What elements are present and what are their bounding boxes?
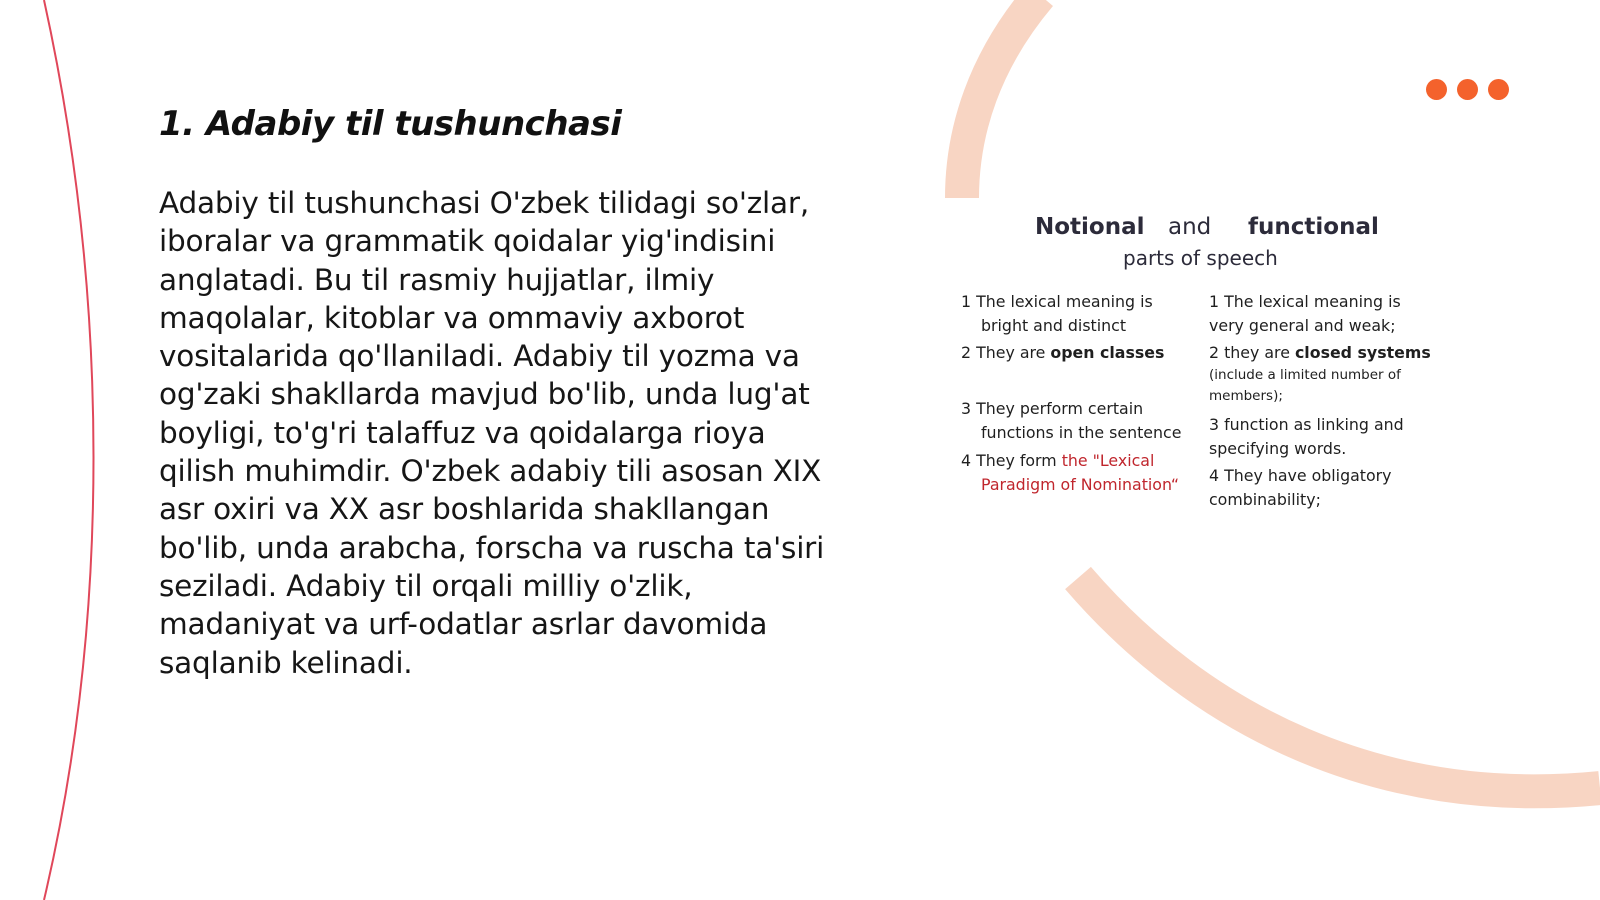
- heading-functional: functional: [1248, 214, 1379, 240]
- figure-heading: [955, 214, 1445, 244]
- notional-item-3-line-1: 3 They perform certain: [961, 399, 1144, 418]
- heading-and: and: [1168, 214, 1212, 240]
- functional-item-2: [1209, 341, 1431, 407]
- functional-item-3-line-1: 3 function as linking and: [1209, 415, 1404, 434]
- slide-title: 1. Adabiy til tushunchasi: [159, 104, 622, 144]
- functional-item-4: [1209, 464, 1391, 511]
- functional-item-3: [1209, 413, 1404, 460]
- lower-arc: [1078, 578, 1600, 791]
- notional-item-2-bold: open classes: [1050, 343, 1165, 362]
- notional-item-2: [961, 341, 1164, 365]
- functional-item-1-line-2: very general and weak;: [1209, 315, 1396, 335]
- functional-item-2-bold: closed systems: [1294, 343, 1431, 362]
- figure-subheading: parts of speech: [1123, 246, 1278, 270]
- functional-item-4-line-1: 4 They have obligatory: [1209, 466, 1392, 485]
- notional-item-1-line-1: 1 The lexical meaning is: [961, 292, 1153, 311]
- notional-item-3: [961, 397, 1181, 444]
- three-dots-decoration: [1426, 79, 1512, 101]
- slide-body-text: Adabiy til tushunchasi O'zbek tilidagi so'zlar, iboralar va grammatik qoidalar yig'indisini anglatadi. Bu til rasmiy hujjatlar, ilmiy maqolalar, kitoblar va ommaviy axborot vositalarida qo'llaniladi. Adabiy til yozma va og'zaki shakllarda mavjud bo'lib, unda lug'at boyligi, to'g'ri talaffuz va qoidalarga rioya qilish muhimdir. O'zbek adabiy tili asosan XIX asr oxiri va XX asr boshlarida shakllangan bo'lib, unda arabcha, forscha va ruscha ta'siri seziladi. Adabiy til orqali milliy o'zlik, madaniyat va urf-odatlar asrlar davomida saqlanib kelinadi.: [159, 186, 825, 680]
- notional-item-1-line-2: bright and distinct: [981, 315, 1127, 335]
- notional-item-1: [961, 290, 1153, 337]
- heading-notional: Notional: [1035, 214, 1145, 240]
- dot-icon: [1457, 79, 1478, 100]
- functional-item-2-prefix: 2 they are: [1209, 343, 1295, 362]
- functional-item-2-note-2: members);: [1209, 387, 1283, 404]
- dot-icon: [1426, 79, 1447, 100]
- notional-item-3-line-2: functions in the sentence: [981, 422, 1182, 442]
- notional-item-4-red-2: Paradigm of Nomination“: [981, 474, 1180, 494]
- notional-item-2-prefix: 2 They are: [961, 343, 1051, 362]
- notional-item-4-red-1: the "Lexical: [1061, 451, 1155, 470]
- functional-item-2-note-1: (include a limited number of: [1209, 366, 1401, 383]
- parts-of-speech-figure: [955, 212, 1435, 522]
- notional-item-4-prefix: 4 They form: [961, 451, 1062, 470]
- notional-item-4: [961, 449, 1179, 496]
- functional-item-1: [1209, 290, 1401, 337]
- functional-item-3-line-2: specifying words.: [1209, 438, 1347, 458]
- functional-item-4-line-2: combinability;: [1209, 489, 1321, 509]
- dot-icon: [1488, 79, 1509, 100]
- upper-arc: [962, 0, 1040, 198]
- functional-item-1-line-1: 1 The lexical meaning is: [1209, 292, 1401, 311]
- left-accent-curve: [44, 0, 94, 900]
